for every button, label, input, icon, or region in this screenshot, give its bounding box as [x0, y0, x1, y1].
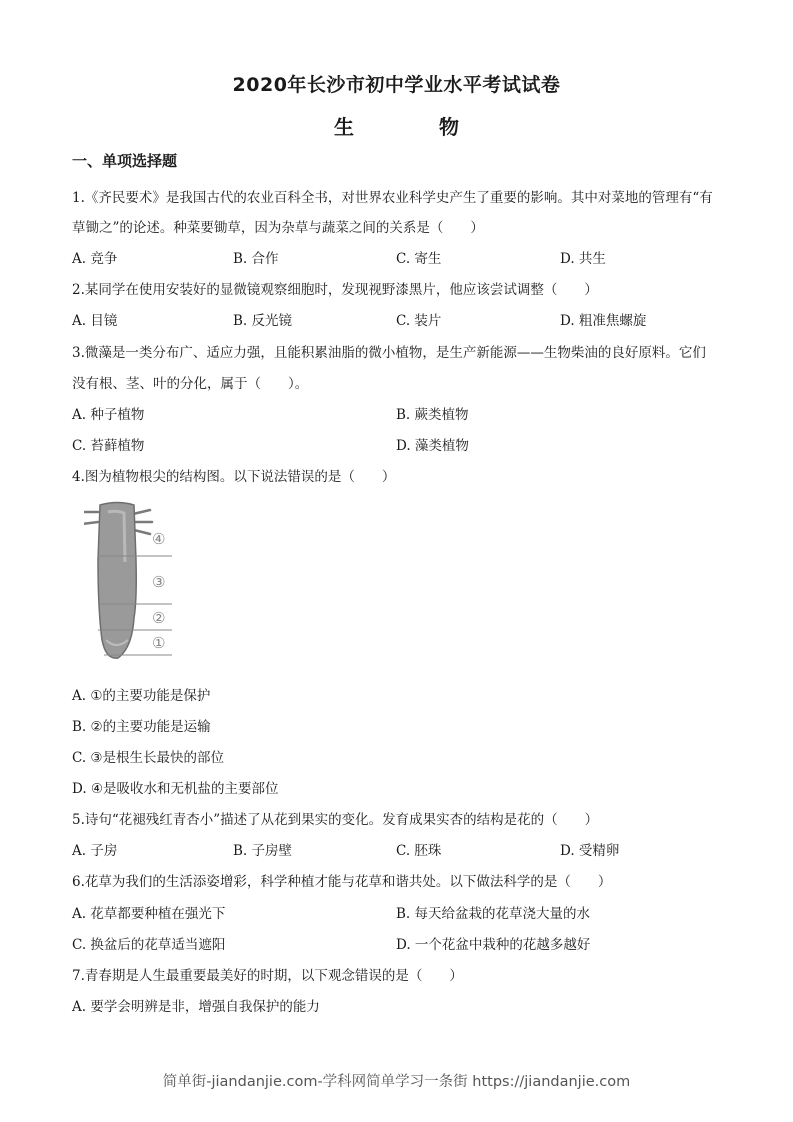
question-1-option-a: A. 竞争	[72, 251, 118, 267]
question-3-option-d: D. 藻类植物	[396, 438, 469, 454]
question-6-option-c: C. 换盆后的花草适当遮阳	[72, 937, 226, 953]
question-5-option-d: D. 受精卵	[560, 843, 620, 859]
question-2-line-1: 2.某同学在使用安装好的显微镜观察细胞时，发现视野漆黑片，他应该尝试调整（ ）	[72, 282, 598, 298]
question-1-option-c: C. 寄生	[396, 251, 442, 267]
subject-title: 生物	[334, 115, 544, 139]
question-6-line-1: 6.花草为我们的生活添姿增彩，科学种植才能与花草和谐共处。以下做法科学的是（ ）	[72, 874, 612, 890]
question-2-option-c: C. 装片	[396, 313, 442, 329]
question-3-option-c: C. 苔藓植物	[72, 438, 145, 454]
question-5-line-1: 5.诗句“花褪残红青杏小”描述了从花到果实的变化。发育成果实杏的结构是花的（ ）	[72, 812, 599, 828]
question-4-line-1: 4.图为植物根尖的结构图。以下说法错误的是（ ）	[72, 469, 396, 485]
question-4-option-c: C. ③是根生长最快的部位	[72, 750, 225, 766]
question-2-option-d: D. 粗准焦螺旋	[560, 313, 647, 329]
question-1-option-d: D. 共生	[560, 251, 606, 267]
question-1-option-b: B. 合作	[233, 251, 279, 267]
label-zone-3: ③	[152, 573, 166, 591]
question-5-option-b: B. 子房壁	[233, 843, 293, 859]
question-3-option-a: A. 种子植物	[72, 407, 145, 423]
question-5-option-c: C. 胚珠	[396, 843, 442, 859]
question-2-option-b: B. 反光镜	[233, 313, 293, 329]
question-6-option-b: B. 每天给盆栽的花草浇大量的水	[396, 906, 591, 922]
question-1-line-2: 草锄之”的论述。种菜要锄草，因为杂草与蔬菜之间的关系是（ ）	[72, 220, 484, 236]
question-7-option-a: A. 要学会明辨是非，增强自我保护的能力	[72, 999, 320, 1015]
root-tip-diagram	[84, 500, 184, 665]
question-5-option-a: A. 子房	[72, 843, 118, 859]
label-zone-2: ②	[152, 609, 166, 627]
section-heading: 一、单项选择题	[72, 152, 178, 170]
question-3-line-2: 没有根、茎、叶的分化，属于（ ）。	[72, 376, 309, 392]
question-7-line-1: 7.青春期是人生最重要最美好的时期，以下观念错误的是（ ）	[72, 968, 463, 984]
question-1-line-1: 1.《齐民要术》是我国古代的农业百科全书，对世界农业科学史产生了重要的影响。其中对菜地的管理有“有	[72, 190, 713, 206]
question-6-option-a: A. 花草都要种植在强光下	[72, 906, 226, 922]
label-zone-1: ①	[152, 634, 166, 652]
root-body-icon	[98, 503, 136, 659]
question-4-option-d: D. ④是吸收水和无机盐的主要部位	[72, 781, 279, 797]
question-6-option-d: D. 一个花盆中栽种的花越多越好	[396, 937, 591, 953]
question-2-option-a: A. 目镜	[72, 313, 118, 329]
question-4-option-a: A. ①的主要功能是保护	[72, 688, 211, 704]
footer-watermark[interactable]: 简单街-jiandanjie.com-学科网简单学习一条街 https://jiandanjie.com	[162, 1074, 631, 1090]
question-3-line-1: 3.微藻是一类分布广、适应力强，且能积累油脂的微小植物，是生产新能源——生物柴油的良好原料。它们	[72, 345, 706, 361]
label-zone-4: ④	[152, 530, 166, 548]
question-3-option-b: B. 蕨类植物	[396, 407, 469, 423]
page-title: 2020年长沙市初中学业水平考试试卷	[232, 74, 561, 96]
question-4-option-b: B. ②的主要功能是运输	[72, 719, 211, 735]
